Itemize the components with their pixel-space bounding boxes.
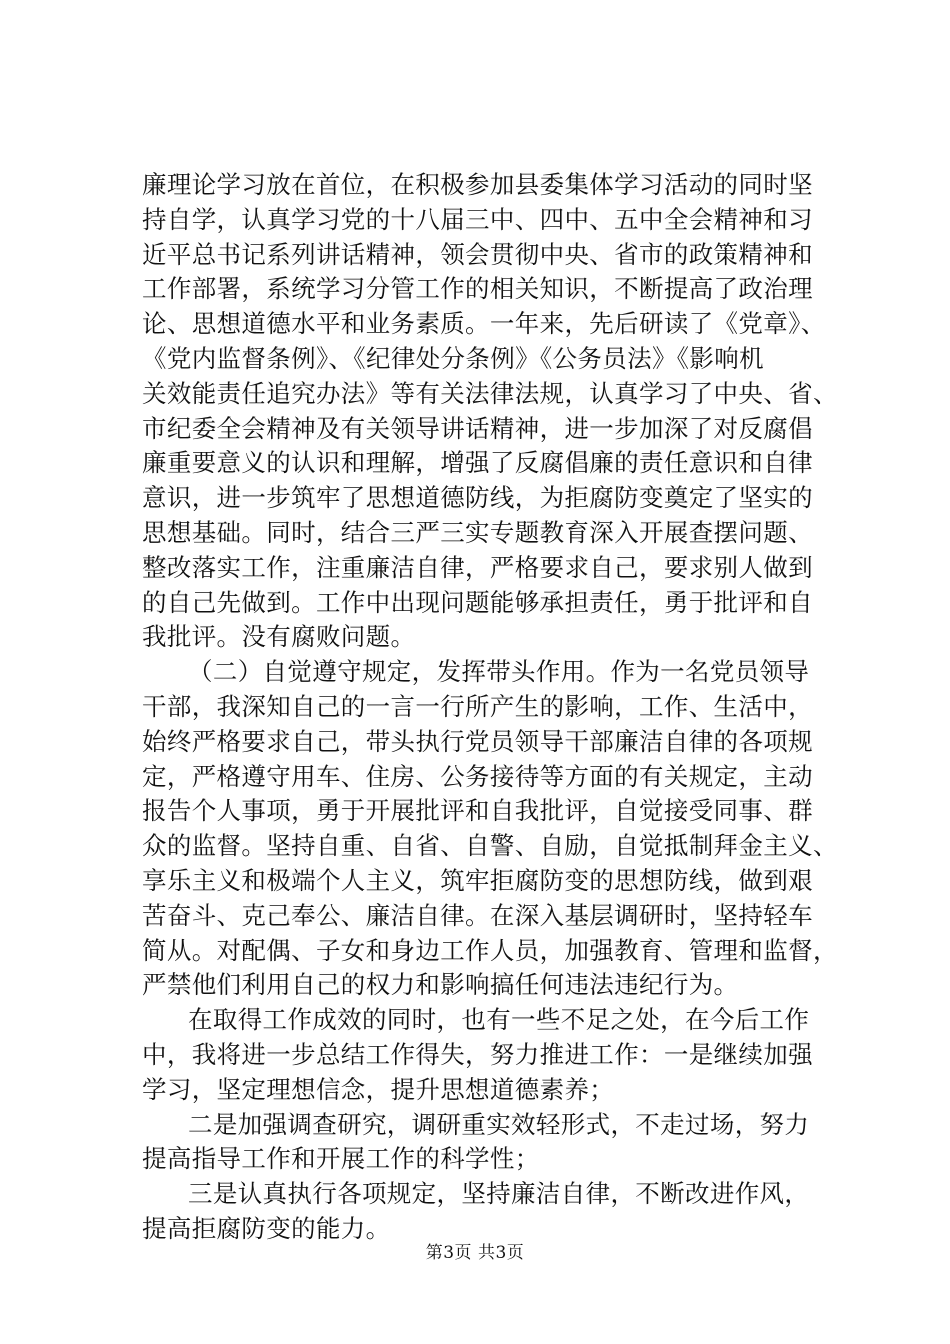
text-line: 提高指导工作和开展工作的科学性； [142,1144,540,1174]
text-line: 持自学，认真学习党的十八届三中、四中、五中全会精神和习 [142,204,813,234]
text-line: 简从。对配偶、子女和身边工作人员，加强教育、管理和监督， [142,935,838,965]
text-line: 定，严格遵守用车、住房、公务接待等方面的有关规定，主动 [142,761,813,791]
text-line: 近平总书记系列讲话精神，领会贯彻中央、省市的政策精神和 [142,239,813,269]
text-line: 在取得工作成效的同时，也有一些不足之处，在今后工作 [188,1005,810,1035]
text-line: 论、思想道德水平和业务素质。一年来，先后研读了《党章》、 [142,309,826,339]
text-line: 享乐主义和极端个人主义，筑牢拒腐防变的思想防线，做到艰 [142,865,813,895]
text-line: 整改落实工作，注重廉洁自律，严格要求自己，要求别人做到 [142,552,813,582]
text-line: 关效能责任追究办法》等有关法律法规，认真学习了中央、省、 [142,378,838,408]
text-line: 中，我将进一步总结工作得失，努力推进工作：一是继续加强 [142,1039,813,1069]
text-line: 的自己先做到。工作中出现问题能够承担责任，勇于批评和自 [142,587,813,617]
text-line: 干部，我深知自己的一言一行所产生的影响，工作、生活中， [142,691,813,721]
text-line: 报告个人事项，勇于开展批评和自我批评，自觉接受同事、群 [142,796,813,826]
text-line: 始终严格要求自己，带头执行党员领导干部廉洁自律的各项规 [142,726,813,756]
text-line: 思想基础。同时，结合三严三实专题教育深入开展查摆问题、 [142,517,813,547]
text-line: 三是认真执行各项规定，坚持廉洁自律，不断改进作风， [188,1179,810,1209]
text-line: 《党内监督条例》、《纪律处分条例》《公务员法》《影响机 [142,343,764,373]
text-line: 提高拒腐防变的能力。 [142,1213,391,1243]
text-line: 工作部署，系统学习分管工作的相关知识，不断提高了政治理 [142,274,813,304]
text-line: 意识，进一步筑牢了思想道德防线，为拒腐防变奠定了坚实的 [142,483,813,513]
text-line: 严禁他们利用自己的权力和影响搞任何违法违纪行为。 [142,970,739,1000]
text-line: 众的监督。坚持自重、自省、自警、自励，自觉抵制拜金主义、 [142,831,838,861]
text-line: 廉重要意义的认识和理解，增强了反腐倡廉的责任意识和自律 [142,448,813,478]
page-footer: 第3页 共3页 [425,1243,525,1263]
text-line: 二是加强调查研究，调研重实效轻形式，不走过场，努力 [188,1109,810,1139]
document-body [142,168,842,1247]
text-line: 廉理论学习放在首位，在积极参加县委集体学习活动的同时坚 [142,170,813,199]
text-line: 苦奋斗、克己奉公、廉洁自律。在深入基层调研时，坚持轻车 [142,900,813,930]
text-line: 学习，坚定理想信念，提升思想道德素养； [142,1074,615,1104]
text-line: 市纪委全会精神及有关领导讲话精神，进一步加深了对反腐倡 [142,413,813,443]
text-line: （二）自觉遵守规定，发挥带头作用。作为一名党员领导 [188,657,810,687]
text-line: 我批评。没有腐败问题。 [142,622,416,652]
